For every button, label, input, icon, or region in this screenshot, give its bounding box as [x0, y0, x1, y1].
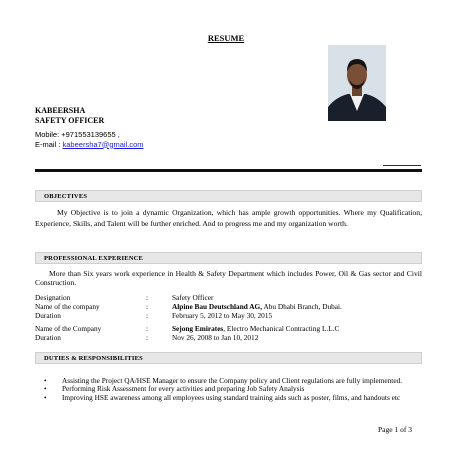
- email-label: E-mail :: [35, 139, 63, 149]
- duration-label: Duration: [35, 311, 61, 320]
- objectives-text: My Objective is to join a dynamic Organization, which has ample growth opportunities. Where my Qualification, Experience, Skills, and Talent will be further enriched. And to progress me and my organization worth.: [35, 208, 422, 228]
- company-label: Name of the company: [35, 302, 100, 311]
- candidate-header: [35, 106, 104, 125]
- section-heading-objectives: [35, 190, 422, 202]
- profile-photo: [328, 45, 386, 121]
- list-item: • Assisting the Project QA/HSE Manager to ensure the Company policy and Client regulations are fully implemented.: [35, 377, 425, 385]
- company-detail: , Electro Mechanical Contracting L.L.C: [223, 324, 340, 333]
- section-heading-label: DUTIES & RESPONSIBILITIES: [44, 354, 143, 362]
- colon: :: [146, 302, 149, 311]
- section-heading-label: OBJECTIVES: [44, 192, 88, 200]
- duration-label: Duration: [35, 333, 61, 342]
- contact-info: [35, 130, 144, 149]
- designation-value: Safety Officer: [172, 293, 214, 302]
- document-title: RESUME: [207, 33, 245, 43]
- duties-list: [35, 377, 425, 402]
- designation-label: Designation: [35, 293, 71, 302]
- colon: :: [146, 311, 149, 320]
- divider-short: [383, 165, 421, 166]
- company-location: Abu Dhabi Branch, Dubai.: [262, 302, 342, 311]
- section-heading-duties: [35, 352, 422, 364]
- list-item: • Performing Risk Assessment for every activities and preparing Job Safety Analysis: [35, 385, 425, 393]
- colon: :: [146, 293, 149, 302]
- duration-value: February 5, 2012 to May 30, 2015: [172, 311, 273, 320]
- colon: :: [146, 324, 149, 333]
- duration-value: Nov 26, 2008 to Jan 10, 2012: [172, 333, 259, 342]
- list-item: • Improving HSE awareness among all employees using standard training aids such as poster, films, and handouts etc: [35, 394, 425, 402]
- email-line: [35, 140, 144, 150]
- experience-summary: More than Six years work experience in Health & Safety Department which includes Power, Oil & Gas sector and Civil Construction.: [35, 269, 422, 287]
- company-label: Name of the Company: [35, 324, 102, 333]
- section-heading-label: PROFESSIONAL EXPERIENCE: [44, 254, 144, 262]
- candidate-name: KABEERSHA: [35, 106, 86, 115]
- divider-thick: [35, 169, 422, 172]
- page-number: Page 1 of 3: [378, 425, 412, 434]
- email-link[interactable]: kabeersha7@gmail.com: [62, 139, 144, 149]
- company-name: Sejong Emirates: [172, 324, 224, 333]
- company-name: Alpine Bau Deutschland AG,: [172, 302, 263, 311]
- candidate-role: SAFETY OFFICER: [35, 115, 105, 125]
- mobile-line: Mobile: +971553139655 ,: [35, 130, 120, 139]
- colon: :: [146, 333, 149, 342]
- section-heading-experience: [35, 252, 422, 264]
